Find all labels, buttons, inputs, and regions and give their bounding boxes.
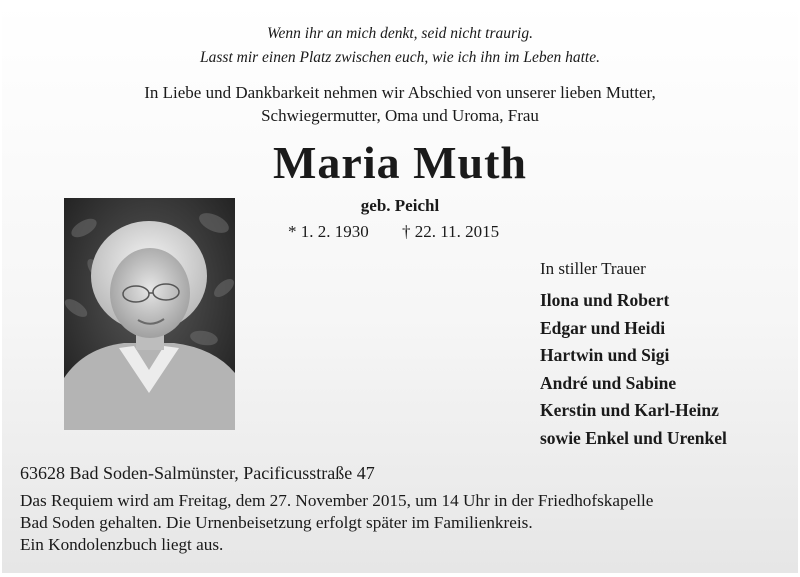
portrait-image — [64, 198, 235, 430]
mourners-list — [540, 287, 727, 453]
death-date: † 22. 11. 2015 — [402, 222, 500, 241]
notice-line-2: Bad Soden gehalten. Die Urnenbeisetzung erfolgt später im Familienkreis. — [20, 513, 533, 532]
deceased-name: Maria Muth — [272, 137, 527, 188]
mourners-heading: In stiller Trauer — [540, 259, 646, 278]
mourner-2: Edgar und Heidi — [540, 317, 666, 338]
mourner-1: Ilona und Robert — [540, 290, 670, 310]
poem-line-1: Wenn ihr an mich denkt, seid nicht traurig. — [267, 25, 533, 42]
funeral-notice — [20, 490, 790, 556]
mourner-5: Kerstin und Karl-Heinz — [540, 400, 719, 421]
mourner-4: André und Sabine — [540, 372, 677, 393]
poem — [2, 22, 798, 70]
intro-line-1: In Liebe und Dankbarkeit nehmen wir Abschied von unserer lieben Mutter, — [144, 83, 656, 102]
intro-line-2: Schwiegermutter, Oma und Uroma, Frau — [261, 106, 539, 125]
obituary-card — [2, 2, 798, 573]
maiden-name: geb. Peichl — [360, 196, 440, 215]
notice-line-1: Das Requiem wird am Freitag, dem 27. November 2015, um 14 Uhr in der Friedhofskapelle — [20, 491, 654, 510]
poem-line-2: Lasst mir einen Platz zwischen euch, wie ich ihn im Leben hatte. — [200, 49, 600, 66]
notice-line-3: Ein Kondolenzbuch liegt aus. — [20, 535, 224, 554]
mourner-3: Hartwin und Sigi — [540, 345, 670, 366]
intro-text — [2, 81, 798, 127]
mourner-6: sowie Enkel und Urenkel — [540, 427, 727, 448]
birth-date: * 1. 2. 1930 — [288, 222, 369, 241]
family-address: 63628 Bad Soden-Salmünster, Pacificusstraße 47 — [20, 463, 375, 483]
portrait-photo — [64, 198, 235, 430]
